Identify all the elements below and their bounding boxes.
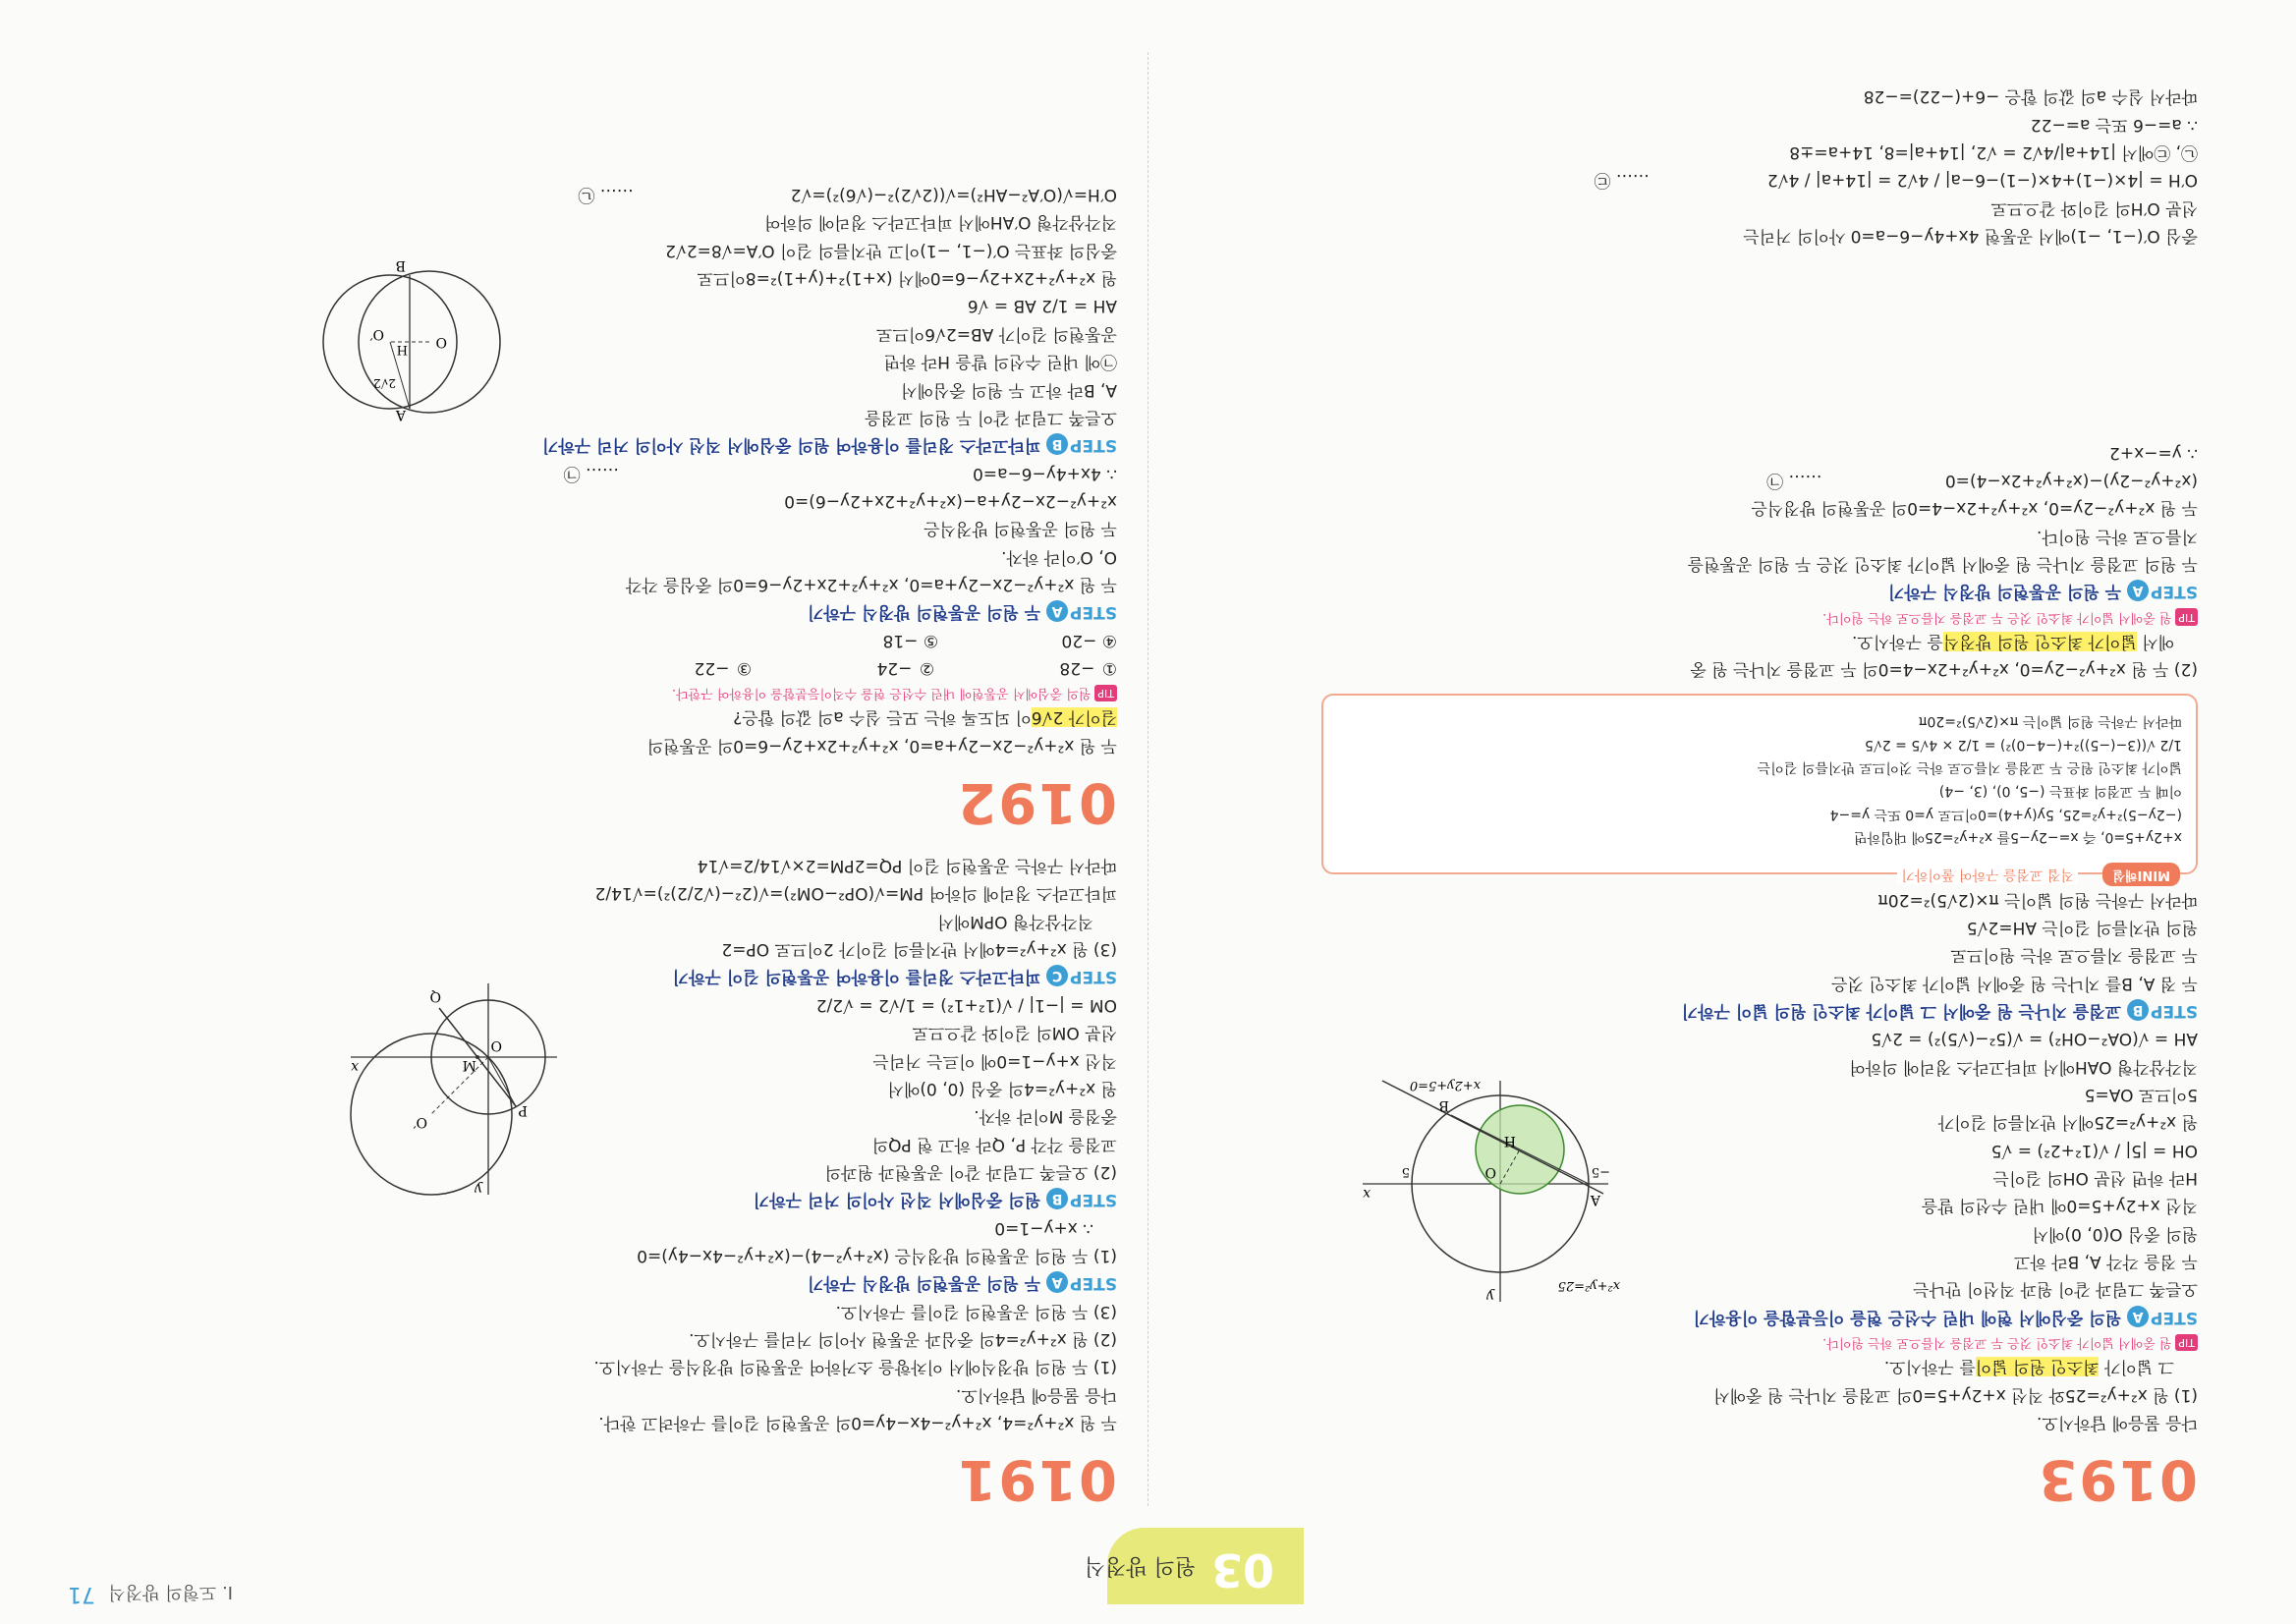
solution-line: 두 점을 각각 A, B라 하고 (2013, 1252, 2198, 1272)
solution-line: ∴ y=−x+2 (2109, 442, 2198, 463)
solution-line: (2) 오른쪽 그림과 같이 공통현과 원과의 (824, 1161, 1117, 1182)
question-text: 길이가 2√6이 되도록 하는 모든 실수 a의 값의 합은? (733, 707, 1117, 728)
label-y: y (475, 1180, 482, 1197)
label-o-prime: O′ (413, 1113, 427, 1130)
figure-0191 (341, 979, 567, 1204)
continuation-block (1176, 82, 2198, 249)
label-b: B (1438, 1097, 1449, 1114)
question-text: 다음 물음에 답하시오. (2036, 1413, 2198, 1432)
column-right (76, 180, 1117, 1511)
label-p: P (518, 1101, 528, 1118)
label-y: y (1486, 1288, 1494, 1305)
label-x: x (351, 1058, 359, 1075)
solution-line: ∴ a=−6 또는 a=−22 (2030, 114, 2198, 135)
choice-1: ① −28 (1059, 657, 1117, 678)
question-text: 그 넓이가 최소인 원의 넓이를 구하시오. (1883, 1357, 2174, 1377)
solution-line: 직선 x+y−1=0에 이르는 거리는 (872, 1050, 1117, 1071)
solution-line: 직각삼각형 OPM에서 (937, 911, 1093, 931)
solution-line: 선분 O′H의 길이와 같으므로 (1990, 197, 2198, 218)
problem-number-0191: 0191 (956, 1447, 1117, 1511)
step-heading: STEPB원의 중심에서 직선 사이의 거리 구하기 (753, 1190, 1117, 1210)
choices-row (76, 627, 1117, 652)
solution-line: 두 원의 공통현의 방정식은 (924, 519, 1117, 539)
mini-title: 직접 교점을 구하여 풀이하기 (1897, 864, 2078, 885)
solution-line: 선분 OM의 길이와 같으므로 (912, 1023, 1117, 1043)
solution-line: 원의 중심 O(0, 0)에서 (2032, 1223, 2198, 1244)
solution-line: 중심 O′(−1, −1)에서 공통현 4x+4y−6−a=0 사이의 거리는 (1743, 226, 2198, 246)
solution-line: 공통현의 길이가 AB=2√6이므로 (875, 323, 1117, 344)
label-five-x: 5 (1401, 1164, 1410, 1180)
label-minus-five: −5 (1591, 1164, 1610, 1180)
label-o: O (1484, 1164, 1496, 1181)
solution-line: 따라서 실수 a의 값의 합은 −6+(−22)=−28 (1863, 86, 2198, 107)
formula: AH = √(OA²−OH²) = √(5²−(√5)²) = 2√5 (1871, 1029, 2198, 1049)
solution-line: (3) 원 x²+y²=4에서 반지름의 길이가 2이므로 OP=2 (721, 939, 1117, 960)
formula: OM = |−1| / √(1²+1²) = 1/√2 = √2/2 (815, 994, 1117, 1015)
label-q: Q (429, 987, 441, 1004)
label-o: O (435, 333, 447, 350)
question-text: 에서 넓이가 최소인 원의 방정식을 구하시오. (1851, 631, 2174, 651)
step-heading: STEPA두 원의 공통현의 방정식 구하기 (807, 602, 1117, 623)
step-heading: STEPB피타고라스 정리를 이용하여 원의 중심에서 직선 사이의 거리 구하기 (541, 435, 1117, 456)
solution-line: 따라서 구하는 원의 넓이는 π×(2√5)²=20π (1877, 889, 2198, 910)
step-heading: STEPA두 원의 공통현의 방정식 구하기 (1887, 582, 2198, 602)
label-o: O (490, 1036, 502, 1053)
question-text: 다음 물음에 답하시오. (955, 1384, 1117, 1405)
mini-line: 따라서 구하는 원의 넓이는 π×(2√5)²=20π (1919, 712, 2182, 729)
choice-4: ④ −20 (1061, 630, 1117, 650)
solution-line: ∴ x+y−1=0 (994, 1217, 1093, 1238)
mini-line: 넓이가 최소인 원은 두 교점을 지름으로 하는 것이므로 반지름의 길이는 (1757, 759, 2182, 776)
solution-line: 오른쪽 그림과 같이 원과 직선이 만나는 (1913, 1279, 2198, 1300)
step-heading: STEPB교점을 지나는 원 중에서 그 넓이가 최소인 원의 넓이 구하기 (1681, 1001, 2198, 1022)
formula: OH = |5| / √(1²+2²) = √5 (1990, 1140, 2198, 1160)
question-text: 두 원 x²+y²=4, x²+y²−4x−4y=0의 공통현의 길이를 구하려고 한다. (598, 1413, 1117, 1432)
solution-line: 오른쪽 그림과 같이 두 원의 교점을 (865, 407, 1117, 427)
solution-line: A, B라 하고 두 원의 중심에서 (901, 379, 1117, 400)
chapter-title: 원의 방정식 (1084, 1553, 1196, 1578)
solution-line: 직각삼각형 OAH에서 피타고라스 정리에 의하여 (1849, 1056, 2198, 1077)
solution-line: 원 x²+y²=4의 중심 (0, 0)에서 (887, 1078, 1117, 1098)
problem-number-0192: 0192 (956, 769, 1117, 834)
chapter-number: 03 (1210, 1543, 1274, 1596)
label-eq1: x²+y²=25 (1557, 1278, 1620, 1294)
page-number: 71 (68, 1582, 95, 1606)
choice-3: ③ −22 (694, 657, 753, 678)
tip-note: TIP원의 중심에서 공통현에 내린 수선은 현을 수직이등분함을 이용하여 구한다. (76, 683, 1117, 702)
formula: 피타고라스 정리에 의하여 PM=√(OP²−OM²)=√(2²−(√2/2)²)=√14/2 (594, 883, 1117, 904)
solution-line: 원 x²+y²=25에서 반지름의 길이가 (1937, 1112, 2198, 1133)
tip-note: TIP원 중에서 넓이가 최소인 것은 두 교점을 지름으로 하는 원이다. (1176, 1332, 2198, 1352)
mini-line: 이때 두 교점의 좌표는 (−5, 0), (3, −4) (1938, 782, 2182, 799)
solution-line: (x²+y²−2y)−(x²+y²+2x−4)=0 …… ㉠ (1766, 471, 2198, 490)
label-a: A (395, 406, 406, 422)
label-h: H (396, 341, 408, 357)
question-text: (3) 두 원의 공통현의 길이를 구하시오. (835, 1301, 1117, 1321)
column-left (1176, 437, 2198, 1511)
solution-line: x²+y²−2x−2y+a−(x²+y²+2x+2y−6)=0 (784, 490, 1117, 511)
mini-tag: MINI해설 (2102, 863, 2180, 886)
solution-block (76, 987, 1117, 1197)
figure-0193 (1353, 1076, 1628, 1312)
solution-line: 두 원의 교점을 지나는 원 중에서 넓이가 최소인 것은 두 원의 공통현을 (1687, 554, 2198, 575)
solution-line: 원 x²+y²+2x+2y−6=0에서 (x+1)²+(y+1)²=8이므로 (697, 268, 1117, 289)
tip-note: TIP원 중에서 넓이가 최소인 것은 두 교점을 지름으로 하는 원이다. (1176, 606, 2198, 626)
mini-line: (−2y−5)²+y²=25, 5y(y+4)=0이므로 y=0 또는 y=−4 (1829, 806, 2182, 822)
solution-line: ㉠에 내린 수선의 발을 H라 하면 (883, 352, 1117, 372)
mini-explanation-box (1321, 694, 2198, 883)
step-heading: STEPC피타고라스 정리를 이용하여 공통현의 길이 구하기 (672, 967, 1117, 987)
formula: AH = 1/2 AB = √6 (967, 296, 1117, 316)
choice-2: ② −24 (876, 657, 935, 678)
label-eq2: x+2y+5=0 (1409, 1078, 1481, 1093)
label-m: M (462, 1056, 476, 1073)
solution-line: 교점을 각각 P, Q라 하고 현 PQ의 (871, 1134, 1117, 1154)
highlight: 넓이가 최소인 원의 방정식 (1942, 631, 2137, 651)
highlight: 길이가 2√6 (1031, 707, 1117, 728)
formula: 따라서 구하는 공통현의 길이 PQ=2PM=2×√14/2=√14 (697, 856, 1117, 876)
figure-0192 (311, 244, 508, 440)
question-text: (2) 두 원 x²+y²−2y=0, x²+y²+2x−4=0의 두 교점을 지나는 원 중 (1690, 659, 2198, 680)
solution-line: ㉡, ㉢에서 |14+a|/4√2 = √2, |14+a|=8, 14+a=±8 (1789, 141, 2198, 162)
label-b: B (395, 256, 406, 273)
formula: O′H=√(O′A²−AH²)=√((2√2)²−(√6)²)=√2…… ㉡ (578, 185, 1117, 205)
solution-line: 원의 반지름의 길이는 AH=2√5 (1966, 918, 2198, 938)
highlight: 최소인 원의 넓이 (1975, 1357, 2100, 1377)
solution-block (76, 182, 1117, 430)
label-x: x (1363, 1186, 1371, 1203)
solution-line: 두 원 x²+y²−2x−2y+a=0, x²+y²+2x+2y−6=0의 중심을 각각 (625, 574, 1117, 594)
solution-line: 지름으로 하는 원이다. (2036, 526, 2198, 546)
solution-line: O, O′이라 하자. (1001, 546, 1117, 567)
solution-line: ∴ 4x+4y−6−a=0…… ㉠ (563, 463, 1117, 483)
step-heading: STEPA원의 중심에서 현에 내린 수선은 현을 이등분함을 이용하기 (1693, 1307, 2198, 1327)
choice-5: ⑤ −18 (882, 630, 939, 650)
solution-block (1176, 1026, 2198, 1305)
formula: O′H = |4×(−1)+4×(−1)−6−a| / 4√2 = |14+a| / 4√2…… ㉢ (1594, 170, 2198, 191)
label-radius: 2√2 (373, 375, 396, 390)
problem-number-0193: 0193 (2037, 1447, 2198, 1511)
choices-row (76, 655, 1117, 681)
step-heading: STEPA두 원의 공통현의 방정식 구하기 (807, 1273, 1117, 1294)
solution-line: 두 점 A, B를 지나는 원 중에서 넓이가 최소인 것은 (1831, 973, 2198, 993)
question-text: (1) 원 x²+y²=25와 직선 x+2y+5=0의 교점을 지나는 원 중에서 (1713, 1384, 2198, 1405)
solution-line: 두 교점을 지름으로 하는 원이므로 (1950, 945, 2198, 966)
mini-line: x+2y+5=0, 즉 x=−2y−5를 x²+y²=25에 대입하면 (1853, 829, 2182, 846)
solution-line: 두 원 x²+y²−2y=0, x²+y²+2x−4=0의 공통현의 방정식은 (1751, 498, 2198, 519)
section-label: I. 도형의 방정식 (108, 1582, 233, 1602)
label-h: H (1503, 1133, 1516, 1149)
question-text: (1) 두 원의 방정식에서 이차항을 소거하여 공통현의 방정식을 구하시오. (593, 1357, 1117, 1377)
solution-line: H라 하면 선분 OH의 길이는 (1992, 1168, 2198, 1189)
solution-line: 5이므로 OA=5 (2084, 1085, 2198, 1105)
mini-line: 1/2 √((3−(−5))²+(−4−0)²) = 1/2 × 4√5 = 2√5 (1865, 736, 2182, 753)
solution-line: 중심의 좌표는 O′(−1, −1)이고 반지름의 길이 O′A=√8=2√2 (665, 240, 1117, 260)
label-a: A (1590, 1192, 1600, 1208)
question-text: 두 원 x²+y²−2x−2y+a=0, x²+y²+2x+2y−6=0의 공통현의 (646, 735, 1117, 756)
question-text: (2) 원 x²+y²=4의 중심과 공통현 사이의 거리를 구하시오. (689, 1328, 1117, 1349)
solution-line: 직선 x+2y+5=0에 내린 수선의 발을 (1921, 1196, 2198, 1216)
solution-line: (1) 두 원의 공통현의 방정식은 (x²+y²−4)−(x²+y²−4x−4y)=0 (637, 1245, 1117, 1265)
solution-line: 중점을 M이라 하자. (974, 1106, 1117, 1127)
label-o-prime: O′ (369, 325, 384, 342)
solution-line: 직각삼각형 O′AH에서 피타고라스 정리에 의하여 (764, 212, 1117, 233)
